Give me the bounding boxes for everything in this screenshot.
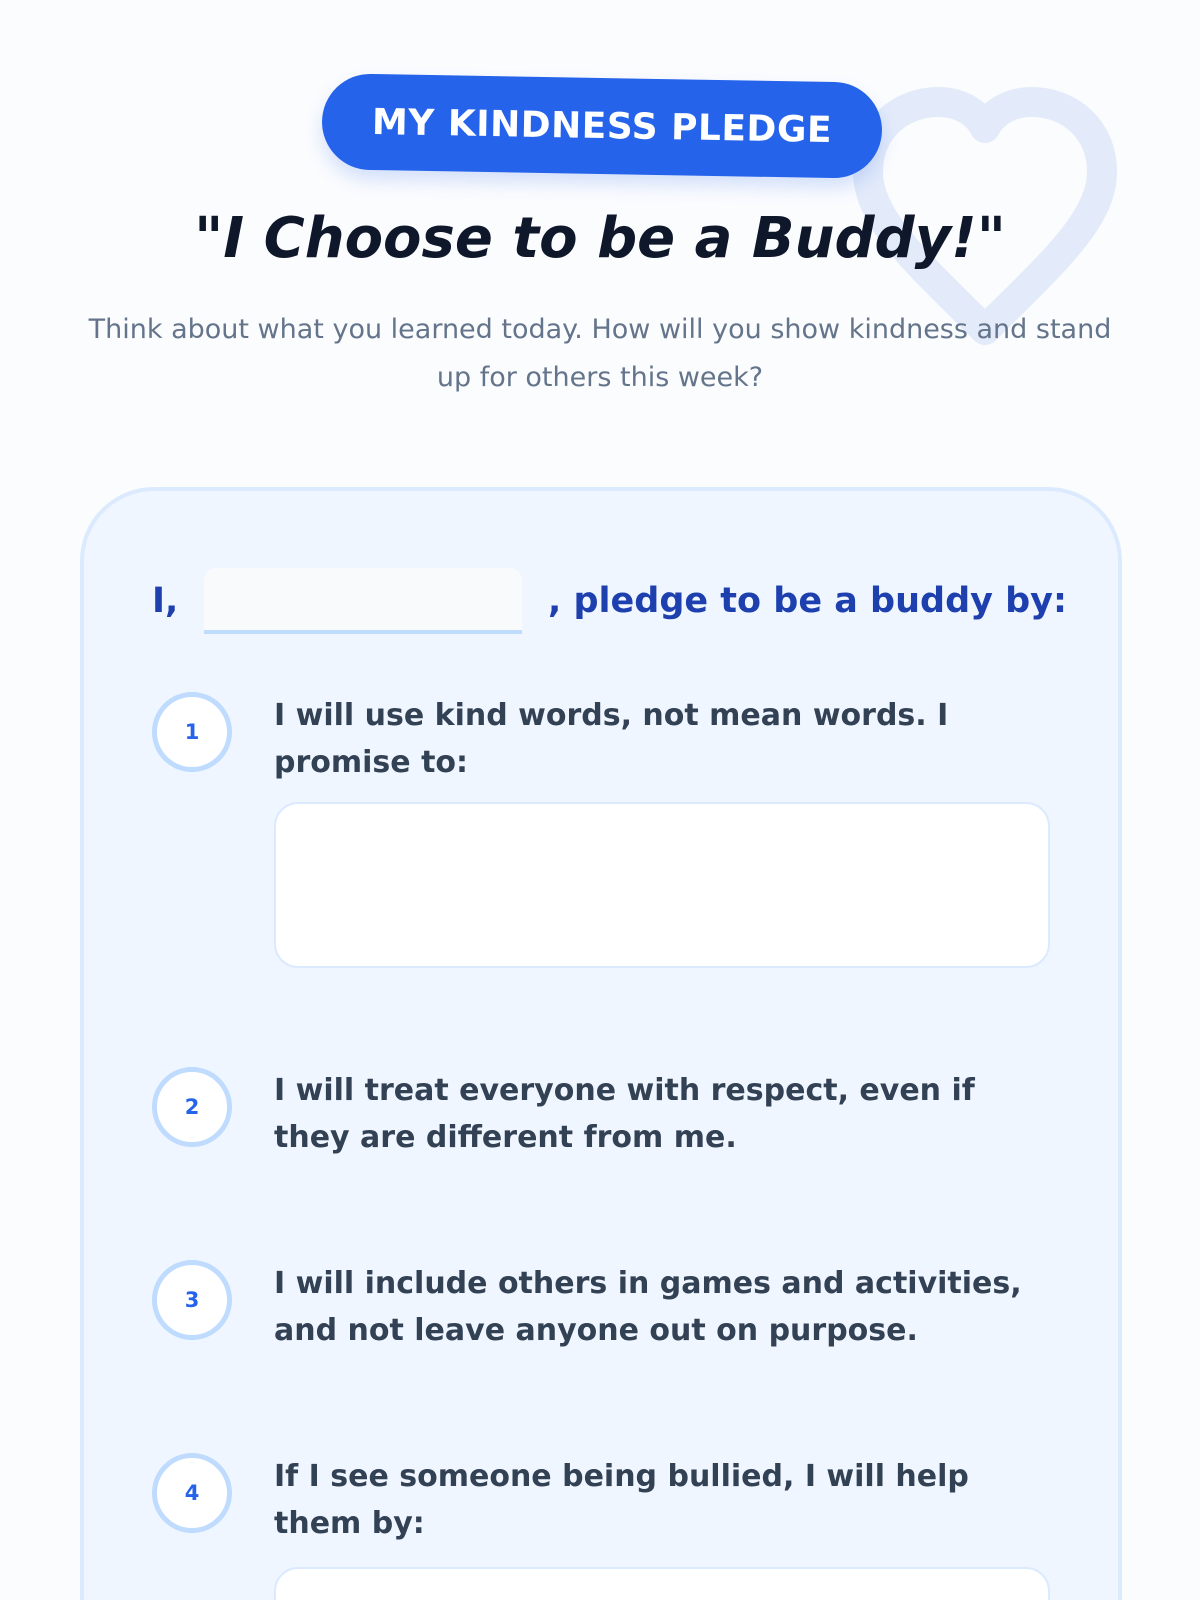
pledge-suffix: , pledge to be a buddy by: bbox=[548, 581, 1067, 621]
pledge-badge: MY KINDNESS PLEDGE bbox=[321, 73, 883, 179]
pledge-item-3 bbox=[152, 1260, 1052, 1370]
page-title: "I Choose to be a Buddy!" bbox=[194, 206, 1006, 271]
help-bullied-answer-field[interactable] bbox=[274, 1567, 1050, 1600]
item-number-badge: 2 bbox=[152, 1067, 232, 1147]
item-text: I will use kind words, not mean words. I promise to: bbox=[274, 698, 949, 780]
kind-words-answer-field[interactable] bbox=[274, 802, 1050, 968]
pledge-prefix: I, bbox=[152, 581, 179, 621]
page-subtitle: Think about what you learned today. How will you show kindness and stand up for others this week? bbox=[88, 314, 1112, 393]
pledge-item-1 bbox=[152, 692, 1052, 982]
pledge-item-2 bbox=[152, 1067, 1052, 1177]
pledge-card bbox=[80, 487, 1122, 1600]
item-number-badge: 3 bbox=[152, 1260, 232, 1340]
item-number-badge: 4 bbox=[152, 1453, 232, 1533]
item-number-badge: 1 bbox=[152, 692, 232, 772]
item-text: If I see someone being bullied, I will help them by: bbox=[274, 1459, 969, 1541]
name-input[interactable] bbox=[204, 568, 522, 634]
pledge-item-4 bbox=[152, 1453, 1052, 1600]
item-text: I will include others in games and activities, and not leave anyone out on purpose. bbox=[274, 1266, 1022, 1348]
pledge-statement bbox=[152, 556, 1072, 646]
item-text: I will treat everyone with respect, even if they are different from me. bbox=[274, 1073, 975, 1155]
